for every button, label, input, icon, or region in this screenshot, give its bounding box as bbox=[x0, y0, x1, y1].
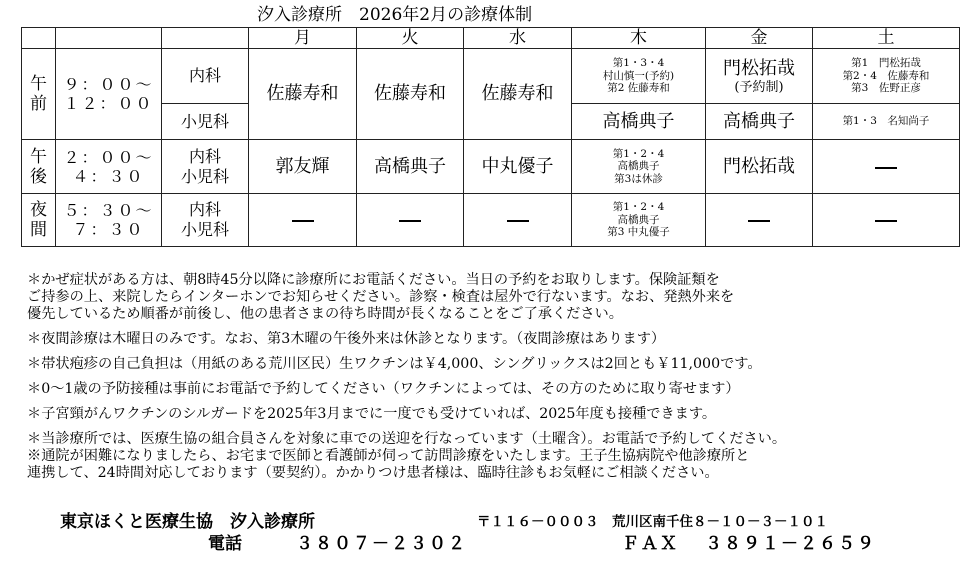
night-row bbox=[22, 194, 960, 247]
cell-sat-night bbox=[813, 194, 960, 247]
cell-line: 第3は休診 bbox=[614, 172, 663, 185]
afternoon-row bbox=[22, 140, 960, 194]
cell-thu-afternoon bbox=[572, 140, 706, 194]
cell-tue-morning: 佐藤寿和 bbox=[357, 49, 464, 140]
cell-tue-afternoon: 高橋典子 bbox=[357, 140, 464, 194]
time-end: ４：３０ bbox=[72, 166, 145, 186]
cell-fri-morning-pediatrics: 高橋典子 bbox=[706, 104, 813, 140]
time-afternoon bbox=[56, 140, 162, 194]
day-thu: 木 bbox=[572, 28, 706, 49]
cell-line: 第1・2・4 bbox=[612, 201, 665, 214]
header-blank bbox=[162, 28, 249, 49]
cell-line: 第2 佐藤寿和 bbox=[607, 82, 670, 95]
cell-wed-morning: 佐藤寿和 bbox=[464, 49, 572, 140]
period-char: 午 bbox=[30, 146, 47, 167]
note-line: ＊かぜ症状がある方は、朝8時45分以降に診療所にお電話ください。当日の予約をお取りします。保険証類を bbox=[27, 272, 720, 288]
cell-thu-morning-pediatrics: 高橋典子 bbox=[572, 104, 706, 140]
morning-row bbox=[22, 49, 960, 104]
period-char: 後 bbox=[30, 166, 47, 187]
cell-line: 第1・3・4 bbox=[612, 57, 665, 70]
cell-wed-afternoon: 中丸優子 bbox=[464, 140, 572, 194]
org-name: 東京ほくと医療生協 汐入診療所 bbox=[60, 512, 315, 532]
dash-icon bbox=[399, 220, 421, 222]
cell-line: (予約制) bbox=[734, 79, 784, 95]
period-afternoon bbox=[22, 140, 56, 194]
address: 〒１１６－０００３ 荒川区南千住８－１０－３－１０１ bbox=[477, 514, 828, 530]
header-blank bbox=[56, 28, 162, 49]
dash-icon bbox=[748, 220, 770, 222]
cell-tue-night bbox=[357, 194, 464, 247]
period-char: 夜 bbox=[30, 200, 47, 220]
dash-icon bbox=[875, 167, 897, 169]
dept-line: 内科 bbox=[188, 146, 221, 166]
time-morning bbox=[56, 49, 162, 140]
dash-icon bbox=[292, 220, 314, 222]
note-line: 優先しているため順番が前後し、他の患者さまの待ち時間が長くなることをご了承ください。 bbox=[27, 306, 623, 322]
dept-line: 内科 bbox=[188, 200, 221, 219]
cell-sat-morning-pediatrics: 第1・3 名知尚子 bbox=[813, 104, 960, 140]
note-line: ＊帯状疱疹の自己負担は（用紙のある荒川区民）生ワクチンは￥4,000、シングリックスは2回とも￥11,000です。 bbox=[27, 356, 762, 372]
note-line: ＊夜間診療は木曜日のみです。なお、第3木曜の午後外来は休診となります。（夜間診療はあります） bbox=[27, 331, 666, 347]
time-night bbox=[56, 194, 162, 247]
period-char: 間 bbox=[30, 220, 47, 240]
time-end: １２：００ bbox=[63, 94, 154, 113]
cell-wed-night bbox=[464, 194, 572, 247]
cell-mon-morning: 佐藤寿和 bbox=[249, 49, 357, 140]
cell-mon-night bbox=[249, 194, 357, 247]
note-line: ＊0～1歳の予防接種は事前にお電話で予約してください（ワクチンによっては、その方のために取り寄せます） bbox=[27, 381, 740, 397]
cell-thu-morning-internal bbox=[572, 49, 706, 104]
dept-night bbox=[162, 194, 249, 247]
header-row bbox=[22, 28, 960, 49]
cell-sat-morning-internal bbox=[813, 49, 960, 104]
day-tue: 火 bbox=[357, 28, 464, 49]
cell-mon-afternoon: 郭友輝 bbox=[249, 140, 357, 194]
dept-line: 小児科 bbox=[180, 220, 229, 239]
fax-label: ＦＡＸ bbox=[622, 534, 679, 554]
dept-line: 小児科 bbox=[180, 166, 229, 186]
cell-line: 第2・4 佐藤寿和 bbox=[842, 69, 930, 82]
time-start: ２：００～ bbox=[63, 147, 154, 167]
period-night bbox=[22, 194, 56, 247]
note-line: ＊子宮頸がんワクチンのシルガードを2025年3月までに一度でも受けていれば、2025年度も接種できます。 bbox=[27, 406, 717, 422]
cell-line: 高橋典子 bbox=[617, 160, 660, 173]
time-start: ９：００～ bbox=[63, 75, 154, 94]
cell-line: 第1 門松拓哉 bbox=[851, 57, 921, 70]
cell-line: 第1・2・4 bbox=[612, 147, 665, 160]
dept-afternoon bbox=[162, 140, 249, 194]
day-fri: 金 bbox=[706, 28, 813, 49]
note-line: 連携して、24時間対応しております（要契約）。かかりつけ患者様は、臨時往診もお気軽にご相談ください。 bbox=[27, 465, 719, 481]
schedule-table bbox=[21, 27, 960, 247]
note-line: ※通院が困難になりましたら、お宅まで医師と看護師が伺って訪問診療をいたします。王子生協病院や他診療所と bbox=[27, 448, 750, 464]
note-line: ＊当診療所では、医療生協の組合員さんを対象に車での送迎を行なっています（土曜含）。お電話で予約してください。 bbox=[27, 431, 787, 447]
cell-line: 第3 中丸優子 bbox=[607, 226, 670, 239]
page-title: 汐入診療所 2026年2月の診療体制 bbox=[257, 5, 533, 25]
cell-line: 門松拓哉 bbox=[723, 57, 795, 79]
cell-fri-morning-internal bbox=[706, 49, 813, 104]
time-end: ７：３０ bbox=[72, 220, 145, 239]
cell-thu-night bbox=[572, 194, 706, 247]
period-char: 午 bbox=[30, 74, 47, 94]
time-start: ５：３０～ bbox=[63, 201, 154, 220]
day-wed: 水 bbox=[464, 28, 572, 49]
tel-label: 電話 bbox=[208, 534, 242, 554]
day-mon: 月 bbox=[249, 28, 357, 49]
cell-sat-afternoon bbox=[813, 140, 960, 194]
cell-line: 村山慎一(予約) bbox=[602, 69, 675, 82]
dept-pediatrics: 小児科 bbox=[162, 104, 249, 140]
header-blank bbox=[22, 28, 56, 49]
cell-fri-night bbox=[706, 194, 813, 247]
tel-number: ３８０７－２３０２ bbox=[296, 534, 467, 554]
period-char: 前 bbox=[30, 94, 47, 114]
cell-line: 第3 佐野正彦 bbox=[851, 82, 921, 95]
notes-section bbox=[27, 272, 967, 482]
dash-icon bbox=[875, 220, 897, 222]
note-line: ご持参の上、来院したらインターホンでお知らせください。診察・検査は屋外で行ないます。なお、発熱外来を bbox=[27, 289, 735, 305]
dash-icon bbox=[507, 220, 529, 222]
day-sat: 土 bbox=[813, 28, 960, 49]
cell-line: 高橋典子 bbox=[617, 213, 660, 226]
period-morning bbox=[22, 49, 56, 140]
cell-fri-afternoon: 門松拓哉 bbox=[706, 140, 813, 194]
dept-internal: 内科 bbox=[162, 49, 249, 104]
fax-number: ３８９１－２６５９ bbox=[705, 534, 876, 554]
